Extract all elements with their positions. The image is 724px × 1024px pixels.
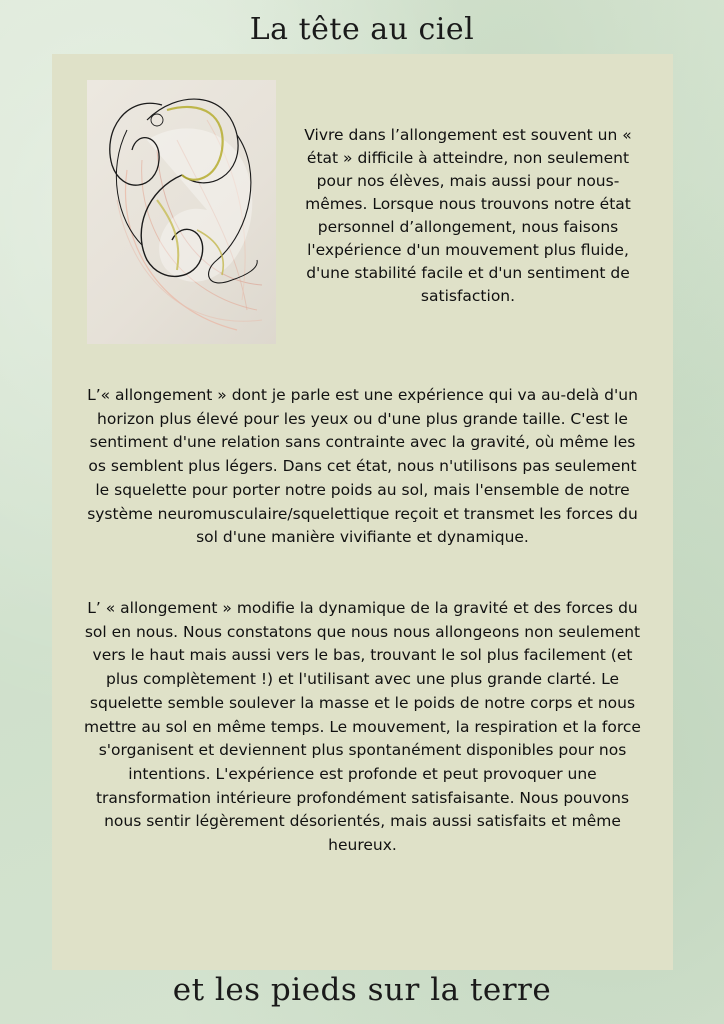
content-panel (52, 54, 673, 970)
body-paragraph-2: L’ « allongement » modifie la dynamique de la gravité et des forces du sol en nous. Nous constatons que nous nous allongeons non seulement vers le haut mais aussi vers le bas, trouvant le sol plus facilement (et plus complètement !) et l'utilisant avec une plus grande clarté. Le squelette semble soulever la masse et le poids de notre corps et nous mettre au sol en même temps. Le mouvement, la respiration et la force s'organisent et deviennent plus spontanément disponibles pour nos intentions. L'expérience est profonde et peut provoquer une transformation intérieure profondément satisfaisante. Nous pouvons nous sentir légèrement désorientés, mais aussi satisfaits et même heureux. (84, 599, 641, 855)
spiral-artwork-image (87, 80, 276, 344)
page-title: La tête au ciel (249, 12, 475, 47)
body-paragraph-1: L’« allongement » dont je parle est une expérience qui va au-delà d'un horizon plus élevé pour les yeux ou d'une plus grande taille. C'est le sentiment d'une relation sans contrainte avec la gravité, où même les os semblent plus légers. Dans cet état, nous n'utilisons pas seulement le squelette pour porter notre poids au sol, mais l'ensemble de notre système neuromusculaire/squelettique reçoit et transmet les forces du sol d'une manière vivifiante et dynamique. (87, 386, 638, 547)
footer-title: et les pieds sur la terre (172, 972, 552, 1008)
intro-paragraph: Vivre dans l’allongement est souvent un « état » difficile à atteindre, non seulement pour nos élèves, mais aussi pour nous-mêmes. Lorsque nous trouvons notre état personnel d’allongement, nous faisons l'expérience d'un mouvement plus fluide, d'une stabilité facile et d'un sentiment de satisfaction. (304, 126, 632, 305)
